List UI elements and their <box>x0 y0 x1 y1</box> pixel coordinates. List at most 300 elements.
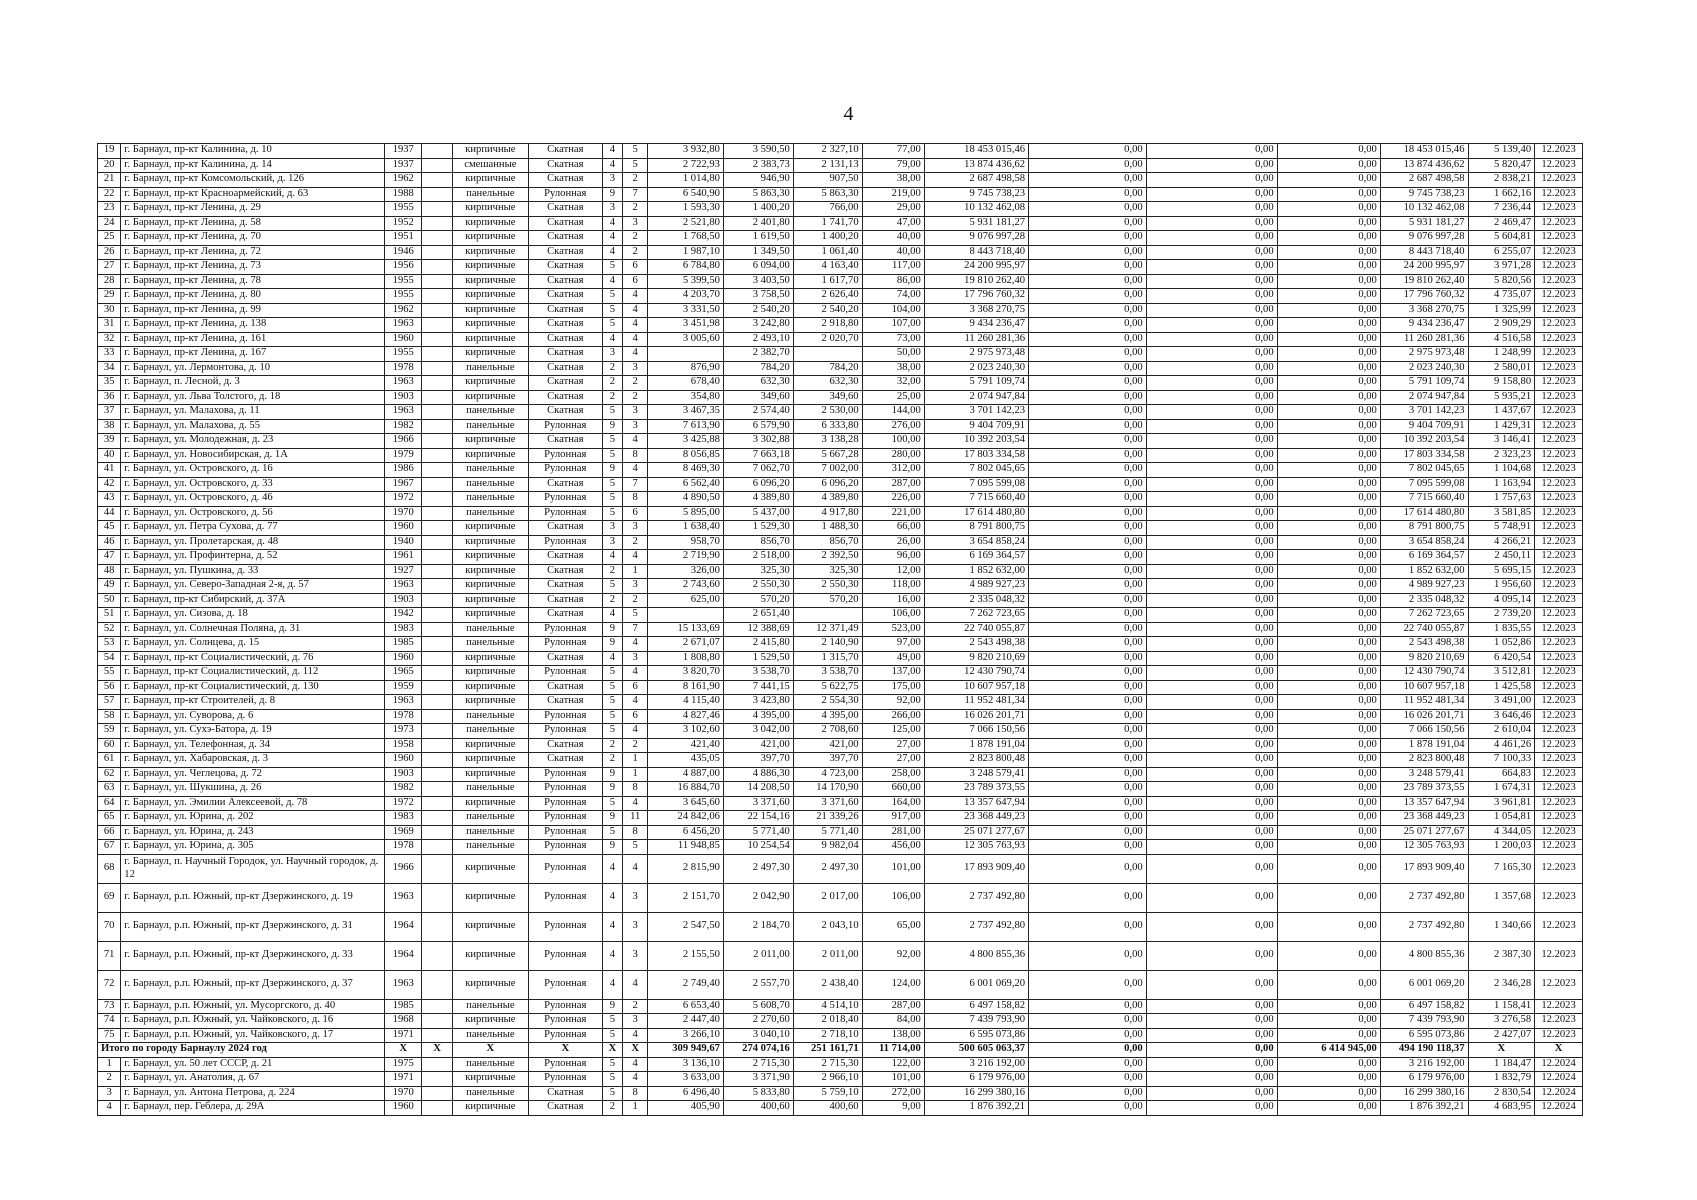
cell-deadline: 12.2023 <box>1535 840 1583 855</box>
cell-area_living: 3 590,50 <box>723 144 793 159</box>
cell-ryear <box>422 811 453 826</box>
cell-no: 48 <box>98 564 121 579</box>
cell-fund_3: 0,00 <box>1277 231 1380 246</box>
cell-area_living: 1 529,50 <box>723 651 793 666</box>
cell-area_total: 354,80 <box>648 390 723 405</box>
cell-ryear <box>422 347 453 362</box>
cell-specific: 5 820,56 <box>1468 274 1535 289</box>
cell-cost_total: 2 737 492,80 <box>924 912 1028 941</box>
cell-specific: 3 512,81 <box>1468 666 1535 681</box>
cell-roof: Скатная <box>528 550 602 565</box>
cell-area_living: 3 040,10 <box>723 1028 793 1043</box>
cell-fund_3: 0,00 <box>1277 1101 1380 1116</box>
cell-fund_1: 0,00 <box>1029 782 1147 797</box>
cell-area_total: 4 203,70 <box>648 289 723 304</box>
cell-fund_3: 0,00 <box>1277 1057 1380 1072</box>
cell-entrances: 2 <box>622 535 648 550</box>
table-row <box>98 347 1583 362</box>
cell-own_funds: 5 791 109,74 <box>1380 376 1468 391</box>
cell-floors: 9 <box>602 419 622 434</box>
table-row <box>98 1014 1583 1029</box>
cell-entrances: 5 <box>622 608 648 623</box>
cell-floors: 9 <box>602 840 622 855</box>
cell-area_living: 3 302,88 <box>723 434 793 449</box>
cell-material: кирпичные <box>453 883 528 912</box>
cell-area_living: 3 371,90 <box>723 1072 793 1087</box>
cell-fund_1: 0,00 <box>1029 1101 1147 1116</box>
cell-residents: 101,00 <box>862 854 924 883</box>
cell-own_funds: 9 076 997,28 <box>1380 231 1468 246</box>
cell-no: 71 <box>98 941 121 970</box>
cell-own_funds: 17 614 480,80 <box>1380 506 1468 521</box>
cell-material: кирпичные <box>453 579 528 594</box>
cell-area_total: 1 638,40 <box>648 521 723 536</box>
cell-fund_3: 0,00 <box>1277 535 1380 550</box>
cell-ryear <box>422 840 453 855</box>
cell-area_private: 3 138,28 <box>793 434 862 449</box>
cell-area_living: 632,30 <box>723 376 793 391</box>
cell-own_funds: 7 802 045,65 <box>1380 463 1468 478</box>
cell-ryear <box>422 202 453 217</box>
cell-area_total: 11 948,85 <box>648 840 723 855</box>
cell-no: 34 <box>98 361 121 376</box>
cell-year: 1979 <box>385 448 422 463</box>
cell-specific: 1 184,47 <box>1468 1057 1535 1072</box>
cell-own_funds: 6 497 158,82 <box>1380 999 1468 1014</box>
cell-year: 1963 <box>385 695 422 710</box>
cell-entrances: 3 <box>622 521 648 536</box>
cell-fund_2: 0,00 <box>1146 1057 1277 1072</box>
cell-residents: 66,00 <box>862 521 924 536</box>
cell-floors: 5 <box>602 434 622 449</box>
cell-specific: 2 469,47 <box>1468 216 1535 231</box>
cell-floors: 5 <box>602 506 622 521</box>
cell-no: 59 <box>98 724 121 739</box>
cell-area_living: 2 382,70 <box>723 347 793 362</box>
cell-own_funds: 4 989 927,23 <box>1380 579 1468 594</box>
cell-deadline: 12.2023 <box>1535 724 1583 739</box>
cell-cost_total: 2 543 498,38 <box>924 637 1028 652</box>
table-row <box>98 593 1583 608</box>
cell-ryear <box>422 144 453 159</box>
cell-own_funds: 10 607 957,18 <box>1380 680 1468 695</box>
cell-fund_2: 0,00 <box>1146 840 1277 855</box>
cell-area_total: 3 932,80 <box>648 144 723 159</box>
cell-roof: Рулонная <box>528 941 602 970</box>
cell-year: 1955 <box>385 289 422 304</box>
cell-area_total: 7 613,90 <box>648 419 723 434</box>
cell-residents: 312,00 <box>862 463 924 478</box>
cell-area_private: 325,30 <box>793 564 862 579</box>
table-row <box>98 840 1583 855</box>
cell-deadline: 12.2023 <box>1535 579 1583 594</box>
cell-ryear <box>422 912 453 941</box>
cell-own_funds: 7 066 150,56 <box>1380 724 1468 739</box>
cell-area_private: 4 395,00 <box>793 709 862 724</box>
cell-material: кирпичные <box>453 912 528 941</box>
cell-no: 26 <box>98 245 121 260</box>
cell-area_total: 678,40 <box>648 376 723 391</box>
cell-ryear <box>422 477 453 492</box>
cell-ryear <box>422 303 453 318</box>
cell-deadline: 12.2023 <box>1535 492 1583 507</box>
cell-address: г. Барнаул, пр-кт Ленина, д. 78 <box>121 274 385 289</box>
cell-residents: 50,00 <box>862 347 924 362</box>
cell-residents: 101,00 <box>862 1072 924 1087</box>
cell-fund_3: 0,00 <box>1277 477 1380 492</box>
cell-no: 46 <box>98 535 121 550</box>
cell-entrances: 3 <box>622 651 648 666</box>
cell-ryear <box>422 796 453 811</box>
cell-area_private: 5 622,75 <box>793 680 862 695</box>
cell-deadline: 12.2023 <box>1535 709 1583 724</box>
cell-ryear <box>422 535 453 550</box>
cell-residents: 86,00 <box>862 274 924 289</box>
cell-entrances: 1 <box>622 753 648 768</box>
cell-fund_3: 0,00 <box>1277 173 1380 188</box>
cell-specific: 1 325,99 <box>1468 303 1535 318</box>
cell-no: 22 <box>98 187 121 202</box>
cell-fund_1: 0,00 <box>1029 695 1147 710</box>
cell-floors: 5 <box>602 260 622 275</box>
table-row <box>98 999 1583 1014</box>
cell-fund_1: 0,00 <box>1029 564 1147 579</box>
cell-deadline: 12.2023 <box>1535 680 1583 695</box>
cell-entrances: 6 <box>622 680 648 695</box>
table-row <box>98 390 1583 405</box>
cell-area_living: 3 042,00 <box>723 724 793 739</box>
cell-fund_2: 0,00 <box>1146 550 1277 565</box>
table-row <box>98 680 1583 695</box>
cell-floors: 9 <box>602 999 622 1014</box>
cell-own_funds: 9 820 210,69 <box>1380 651 1468 666</box>
table-row <box>98 187 1583 202</box>
cell-fund_2: 0,00 <box>1146 158 1277 173</box>
cell-floors: 3 <box>602 173 622 188</box>
cell-year: 1967 <box>385 477 422 492</box>
cell-fund_2: 0,00 <box>1146 651 1277 666</box>
cell-deadline: 12.2024 <box>1535 1101 1583 1116</box>
cell-ryear <box>422 1028 453 1043</box>
table-row <box>98 564 1583 579</box>
cell-cost_total: 2 023 240,30 <box>924 361 1028 376</box>
table-row <box>98 492 1583 507</box>
cell-fund_3: 0,00 <box>1277 579 1380 594</box>
cell-area_private: 2 966,10 <box>793 1072 862 1087</box>
cell-residents: 77,00 <box>862 144 924 159</box>
cell-year: 1942 <box>385 608 422 623</box>
cell-residents: 144,00 <box>862 405 924 420</box>
cell-fund_3: 0,00 <box>1277 970 1380 999</box>
cell-fund_1: 0,00 <box>1029 187 1147 202</box>
cell-specific: 2 323,23 <box>1468 448 1535 463</box>
cell-address: г. Барнаул, р.п. Южный, пр-кт Дзержинского, д. 33 <box>121 941 385 970</box>
cell-ryear <box>422 173 453 188</box>
cell-year: 1973 <box>385 724 422 739</box>
cell-roof: Скатная <box>528 260 602 275</box>
cell-address: г. Барнаул, пр-кт Ленина, д. 73 <box>121 260 385 275</box>
cell-roof: Скатная <box>528 695 602 710</box>
cell-material: кирпичные <box>453 390 528 405</box>
cell-fund_3: 0,00 <box>1277 144 1380 159</box>
cell-floors: 5 <box>602 1086 622 1101</box>
cell-ryear <box>422 1057 453 1072</box>
cell-no: 44 <box>98 506 121 521</box>
cell-residents: 65,00 <box>862 912 924 941</box>
cell-entrances: 4 <box>622 332 648 347</box>
cell-year: 1985 <box>385 999 422 1014</box>
cell-year: 1983 <box>385 811 422 826</box>
cell-fund_3: 0,00 <box>1277 332 1380 347</box>
cell-area_private: 4 917,80 <box>793 506 862 521</box>
cell-floors: 5 <box>602 318 622 333</box>
cell-deadline: 12.2023 <box>1535 970 1583 999</box>
cell-residents: 258,00 <box>862 767 924 782</box>
total-cell: 6 414 945,00 <box>1277 1043 1380 1058</box>
cell-material: кирпичные <box>453 767 528 782</box>
cell-area_living: 3 758,50 <box>723 289 793 304</box>
cell-ryear <box>422 738 453 753</box>
cell-roof: Скатная <box>528 680 602 695</box>
cell-own_funds: 13 874 436,62 <box>1380 158 1468 173</box>
cell-year: 1946 <box>385 245 422 260</box>
cell-material: панельные <box>453 187 528 202</box>
cell-area_living: 5 608,70 <box>723 999 793 1014</box>
cell-area_total: 2 722,93 <box>648 158 723 173</box>
cell-fund_1: 0,00 <box>1029 724 1147 739</box>
cell-no: 63 <box>98 782 121 797</box>
cell-fund_2: 0,00 <box>1146 1028 1277 1043</box>
table-row <box>98 521 1583 536</box>
cell-cost_total: 6 497 158,82 <box>924 999 1028 1014</box>
cell-entrances: 3 <box>622 912 648 941</box>
cell-year: 1903 <box>385 390 422 405</box>
cell-roof: Рулонная <box>528 1028 602 1043</box>
cell-own_funds: 8 791 800,75 <box>1380 521 1468 536</box>
cell-area_living: 1 400,20 <box>723 202 793 217</box>
cell-entrances: 8 <box>622 782 648 797</box>
cell-floors: 4 <box>602 550 622 565</box>
cell-material: кирпичные <box>453 347 528 362</box>
cell-residents: 272,00 <box>862 1086 924 1101</box>
cell-fund_3: 0,00 <box>1277 1028 1380 1043</box>
cell-deadline: 12.2023 <box>1535 854 1583 883</box>
cell-own_funds: 3 248 579,41 <box>1380 767 1468 782</box>
cell-entrances: 3 <box>622 405 648 420</box>
cell-year: 1937 <box>385 144 422 159</box>
cell-specific: 1 163,94 <box>1468 477 1535 492</box>
cell-residents: 79,00 <box>862 158 924 173</box>
cell-year: 1978 <box>385 840 422 855</box>
cell-address: г. Барнаул, п. Лесной, д. 3 <box>121 376 385 391</box>
cell-year: 1988 <box>385 187 422 202</box>
cell-area_total: 3 102,60 <box>648 724 723 739</box>
cell-cost_total: 7 095 599,08 <box>924 477 1028 492</box>
cell-fund_3: 0,00 <box>1277 854 1380 883</box>
cell-material: кирпичные <box>453 941 528 970</box>
cell-own_funds: 9 434 236,47 <box>1380 318 1468 333</box>
cell-fund_3: 0,00 <box>1277 593 1380 608</box>
cell-fund_1: 0,00 <box>1029 390 1147 405</box>
cell-fund_1: 0,00 <box>1029 825 1147 840</box>
cell-roof: Скатная <box>528 608 602 623</box>
cell-address: г. Барнаул, пр-кт Ленина, д. 138 <box>121 318 385 333</box>
cell-area_private: 4 514,10 <box>793 999 862 1014</box>
cell-fund_1: 0,00 <box>1029 811 1147 826</box>
cell-material: панельные <box>453 419 528 434</box>
cell-deadline: 12.2023 <box>1535 535 1583 550</box>
cell-fund_3: 0,00 <box>1277 666 1380 681</box>
cell-year: 1960 <box>385 521 422 536</box>
cell-entrances: 2 <box>622 231 648 246</box>
cell-roof: Рулонная <box>528 709 602 724</box>
cell-area_private: 907,50 <box>793 173 862 188</box>
cell-ryear <box>422 376 453 391</box>
cell-deadline: 12.2023 <box>1535 883 1583 912</box>
cell-residents: 9,00 <box>862 1101 924 1116</box>
cell-own_funds: 6 595 073,86 <box>1380 1028 1468 1043</box>
cell-entrances: 1 <box>622 564 648 579</box>
cell-residents: 124,00 <box>862 970 924 999</box>
cell-area_total: 421,40 <box>648 738 723 753</box>
cell-deadline: 12.2023 <box>1535 376 1583 391</box>
cell-area_total: 2 743,60 <box>648 579 723 594</box>
cell-fund_3: 0,00 <box>1277 738 1380 753</box>
cell-residents: 917,00 <box>862 811 924 826</box>
cell-deadline: 12.2023 <box>1535 347 1583 362</box>
cell-material: кирпичные <box>453 318 528 333</box>
cell-year: 1952 <box>385 216 422 231</box>
cell-floors: 2 <box>602 390 622 405</box>
cell-area_living: 3 423,80 <box>723 695 793 710</box>
cell-specific: 6 255,07 <box>1468 245 1535 260</box>
cell-floors: 4 <box>602 883 622 912</box>
cell-own_funds: 2 543 498,38 <box>1380 637 1468 652</box>
cell-area_private <box>793 347 862 362</box>
cell-deadline: 12.2023 <box>1535 231 1583 246</box>
cell-area_private: 5 667,28 <box>793 448 862 463</box>
cell-year: 1985 <box>385 637 422 652</box>
cell-area_total: 2 749,40 <box>648 970 723 999</box>
cell-no: 31 <box>98 318 121 333</box>
cell-cost_total: 9 745 738,23 <box>924 187 1028 202</box>
cell-area_private: 4 163,40 <box>793 260 862 275</box>
cell-own_funds: 24 200 995,97 <box>1380 260 1468 275</box>
cell-area_living: 6 579,90 <box>723 419 793 434</box>
cell-fund_3: 0,00 <box>1277 1086 1380 1101</box>
cell-deadline: 12.2024 <box>1535 1057 1583 1072</box>
cell-ryear <box>422 332 453 347</box>
cell-area_total: 435,05 <box>648 753 723 768</box>
cell-residents: 137,00 <box>862 666 924 681</box>
table-row <box>98 637 1583 652</box>
cell-roof: Скатная <box>528 361 602 376</box>
cell-roof: Рулонная <box>528 187 602 202</box>
cell-roof: Скатная <box>528 521 602 536</box>
cell-residents: 49,00 <box>862 651 924 666</box>
cell-address: г. Барнаул, пр-кт Красноармейский, д. 63 <box>121 187 385 202</box>
cell-year: 1962 <box>385 303 422 318</box>
cell-fund_2: 0,00 <box>1146 825 1277 840</box>
cell-own_funds: 4 800 855,36 <box>1380 941 1468 970</box>
cell-ryear <box>422 622 453 637</box>
cell-no: 25 <box>98 231 121 246</box>
cell-ryear <box>422 550 453 565</box>
cell-entrances: 8 <box>622 1086 648 1101</box>
cell-floors: 2 <box>602 738 622 753</box>
cell-fund_2: 0,00 <box>1146 521 1277 536</box>
cell-cost_total: 18 453 015,46 <box>924 144 1028 159</box>
cell-deadline: 12.2023 <box>1535 463 1583 478</box>
cell-floors: 9 <box>602 767 622 782</box>
cell-area_private: 2 550,30 <box>793 579 862 594</box>
cell-year: 1964 <box>385 912 422 941</box>
cell-material: кирпичные <box>453 535 528 550</box>
cell-fund_2: 0,00 <box>1146 1072 1277 1087</box>
cell-fund_3: 0,00 <box>1277 825 1380 840</box>
cell-entrances: 3 <box>622 579 648 594</box>
cell-cost_total: 6 595 073,86 <box>924 1028 1028 1043</box>
cell-ryear <box>422 216 453 231</box>
cell-no: 20 <box>98 158 121 173</box>
cell-own_funds: 2 023 240,30 <box>1380 361 1468 376</box>
cell-roof: Рулонная <box>528 622 602 637</box>
cell-no: 52 <box>98 622 121 637</box>
cell-floors: 5 <box>602 724 622 739</box>
cell-ryear <box>422 463 453 478</box>
cell-cost_total: 3 654 858,24 <box>924 535 1028 550</box>
cell-material: кирпичные <box>453 1014 528 1029</box>
cell-own_funds: 11 260 281,36 <box>1380 332 1468 347</box>
table-row <box>98 941 1583 970</box>
cell-roof: Скатная <box>528 173 602 188</box>
cell-address: г. Барнаул, пер. Геблера, д. 29А <box>121 1101 385 1116</box>
cell-entrances: 5 <box>622 158 648 173</box>
cell-residents: 32,00 <box>862 376 924 391</box>
table-row <box>98 158 1583 173</box>
cell-ryear <box>422 448 453 463</box>
cell-ryear <box>422 260 453 275</box>
cell-fund_3: 0,00 <box>1277 941 1380 970</box>
cell-year: 1965 <box>385 666 422 681</box>
cell-material: кирпичные <box>453 231 528 246</box>
cell-roof: Скатная <box>528 477 602 492</box>
cell-area_private: 2 718,10 <box>793 1028 862 1043</box>
cell-specific: 1 835,55 <box>1468 622 1535 637</box>
cell-entrances: 4 <box>622 1057 648 1072</box>
cell-material: кирпичные <box>453 680 528 695</box>
cell-roof: Скатная <box>528 202 602 217</box>
cell-area_private: 2 131,13 <box>793 158 862 173</box>
cell-cost_total: 7 262 723,65 <box>924 608 1028 623</box>
cell-address: г. Барнаул, р.п. Южный, пр-кт Дзержинского, д. 37 <box>121 970 385 999</box>
cell-fund_1: 0,00 <box>1029 405 1147 420</box>
cell-fund_2: 0,00 <box>1146 303 1277 318</box>
cell-residents: 117,00 <box>862 260 924 275</box>
cell-address: г. Барнаул, р.п. Южный, ул. Чайковского, д. 16 <box>121 1014 385 1029</box>
cell-roof: Рулонная <box>528 492 602 507</box>
cell-residents: 221,00 <box>862 506 924 521</box>
cell-residents: 106,00 <box>862 608 924 623</box>
cell-area_total: 958,70 <box>648 535 723 550</box>
cell-residents: 106,00 <box>862 883 924 912</box>
cell-address: г. Барнаул, ул. Профинтерна, д. 52 <box>121 550 385 565</box>
cell-ryear <box>422 492 453 507</box>
cell-fund_3: 0,00 <box>1277 811 1380 826</box>
cell-entrances: 4 <box>622 318 648 333</box>
cell-fund_1: 0,00 <box>1029 579 1147 594</box>
cell-roof: Рулонная <box>528 535 602 550</box>
